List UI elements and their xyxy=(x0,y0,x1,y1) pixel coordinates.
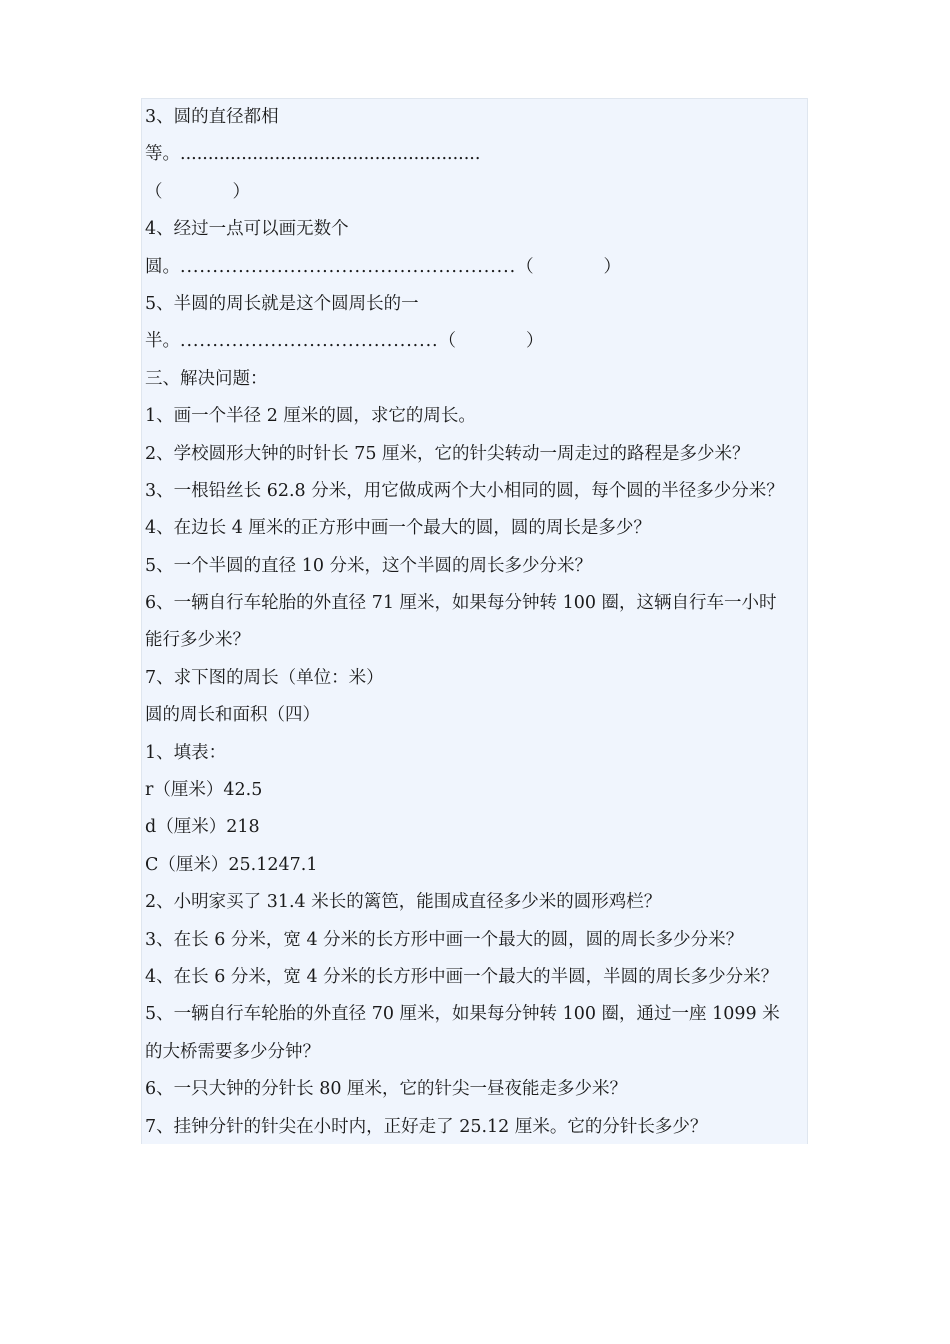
section-title-circle-perimeter-area-4: 圆的周长和面积（四） xyxy=(145,705,320,726)
exercise-3: 3、在长 6 分米，宽 4 分米的长方形中画一个最大的圆，圆的周长多少分米？ xyxy=(145,929,744,950)
exercise-1-fill-table: 1、填表： xyxy=(145,742,227,763)
problem-1: 1、画一个半径 2 厘米的圆，求它的周长。 xyxy=(145,406,476,427)
section-heading-solve-problems: 三、解决问题： xyxy=(145,368,268,389)
judge-item-4-line-2 xyxy=(145,249,805,286)
exercise-7: 7、挂钟分针的针尖在小时内，正好走了 25.12 厘米。它的分针长多少？ xyxy=(145,1116,708,1137)
judge-item-4-lead: 圆。 xyxy=(145,256,180,277)
judge-item-5-answer-blank: （ ） xyxy=(438,331,544,352)
judge-item-5-line-2 xyxy=(145,323,805,360)
worksheet-panel xyxy=(141,98,808,1144)
exercise-2: 2、小明家买了 31.4 米长的篱笆，能围成直径多少米的圆形鸡栏？ xyxy=(145,892,662,913)
exercise-6: 6、一只大钟的分针长 80 厘米，它的针尖一昼夜能走多少米？ xyxy=(145,1079,628,1100)
judge-item-5-dots: ........................................ xyxy=(180,331,439,352)
problem-3: 3、一根铅丝长 62.8 分米，用它做成两个大小相同的圆，每个圆的半径多少分米？ xyxy=(145,480,784,501)
table-row-diameter: d（厘米）218 xyxy=(145,817,260,838)
judge-item-4-dots: .................................................... xyxy=(180,256,517,277)
judge-item-5-line-1: 5、半圆的周长就是这个圆周长的一 xyxy=(145,293,419,314)
judge-item-4-answer-blank: （ ） xyxy=(516,256,622,277)
judge-item-5-lead: 半。 xyxy=(145,331,180,352)
problem-6-line-1: 6、一辆自行车轮胎的外直径 71 厘米，如果每分钟转 100 圈，这辆自行车一小时 xyxy=(145,593,777,614)
judge-item-3-line-1: 3、圆的直径都相 xyxy=(145,107,279,127)
exercise-5-line-1: 5、一辆自行车轮胎的外直径 70 厘米，如果每分钟转 100 圈，通过一座 1099 米 xyxy=(145,1004,780,1025)
problem-7: 7、求下图的周长（单位：米） xyxy=(145,667,384,688)
problem-6-line-2: 能行多少米？ xyxy=(145,630,250,651)
table-row-circumference: C（厘米）25.1247.1 xyxy=(145,854,318,875)
judge-item-3-answer-blank: （ ） xyxy=(145,181,250,202)
table-row-radius: r（厘米）42.5 xyxy=(145,780,263,801)
exercise-4: 4、在长 6 分米，宽 4 分米的长方形中画一个最大的半圆，半圆的周长多少分米？ xyxy=(145,966,779,987)
judge-item-4-line-1: 4、经过一点可以画无数个 xyxy=(145,219,349,240)
problem-5: 5、一个半圆的直径 10 分米，这个半圆的周长多少分米？ xyxy=(145,555,593,576)
exercise-5-line-2: 的大桥需要多少分钟？ xyxy=(145,1041,320,1062)
judge-item-3-line-2: 等。...................................................... xyxy=(145,144,481,165)
problem-4: 4、在边长 4 厘米的正方形中画一个最大的圆，圆的周长是多少？ xyxy=(145,518,651,539)
problem-2: 2、学校圆形大钟的时针长 75 厘米，它的针尖转动一周走过的路程是多少米？ xyxy=(145,443,750,464)
